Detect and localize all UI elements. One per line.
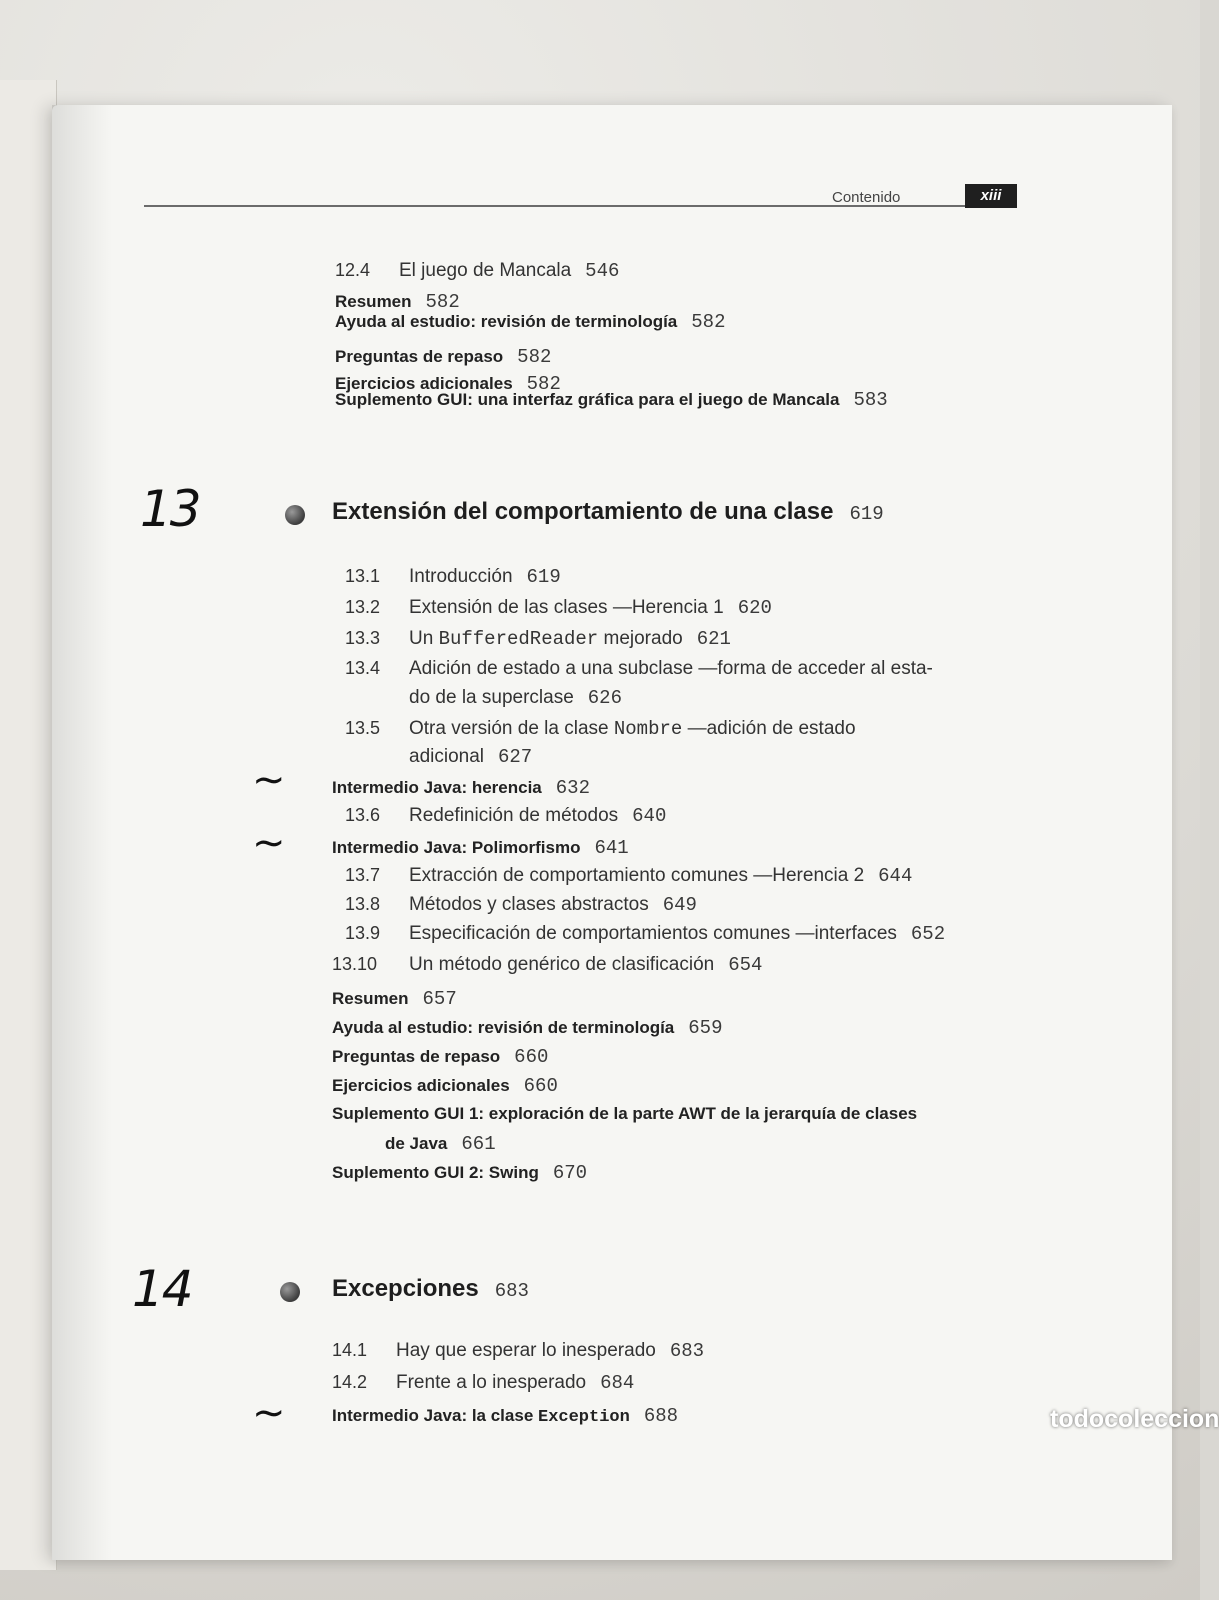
page-ref: 582 [691,311,726,333]
page-ref: 684 [600,1372,635,1394]
section-title-line2: adicional [409,746,484,767]
section-title-suffix: mejorado [598,628,683,649]
toc-entry-13-2 [345,597,772,619]
toc-entry-13-5-cont [409,746,532,768]
toc-entry-13-7 [345,865,912,887]
extra-title-line1: Suplemento GUI 1: exploración de la parte AWT de la jerarquía de clases [332,1104,918,1123]
section-number: 13.2 [345,597,381,617]
page-ref: 621 [696,628,731,650]
toc-entry-13-4-cont [409,687,622,709]
section-number: 14.1 [332,1340,368,1360]
toc-entry-13-9 [345,923,945,945]
running-head: Contenido [832,189,901,206]
extra-title-line2: de Java [385,1134,448,1153]
section-title: Extracción de comportamiento comunes —Herencia 2 [409,865,865,886]
page-ref: 582 [425,291,460,313]
book-page [52,105,1172,1560]
page-ref: 641 [594,837,629,859]
intermedio-title: Intermedio Java: herencia [332,778,542,797]
page-ref: 619 [849,503,884,525]
page-ref: 627 [498,746,533,768]
toc-entry-13-1 [345,566,561,588]
page-ref: 546 [585,260,620,282]
handwritten-chapter-number: 14 [132,1260,192,1318]
page-ref: 670 [552,1162,588,1184]
toc-entry-12-4 [335,260,619,282]
toc-extra-suplemento-gui-1-cont [385,1133,496,1155]
section-title-prefix: Un [409,628,439,649]
section-number: 13.1 [345,566,381,586]
section-number: 13.8 [345,894,381,914]
page-ref: 583 [853,389,888,411]
section-number: 13.5 [345,718,381,738]
handwritten-tilde-mark: ∼ [252,758,286,802]
page-ref: 582 [526,373,561,395]
chapter-heading-13 [332,498,884,526]
section-title: Hay que esperar lo inesperado [396,1340,656,1361]
chapter-globe-icon [280,1282,300,1302]
extra-title: Resumen [332,989,409,1008]
page-ref: 654 [728,954,763,976]
section-title: Extensión de las clases —Herencia 1 [409,597,724,618]
chapter-title: Excepciones [332,1275,479,1302]
toc-intermedio-exception [332,1405,678,1427]
page-ref: 683 [494,1280,529,1302]
toc-intermedio-polimorfismo [332,837,629,859]
page-ref: 649 [662,894,697,916]
extra-title: Resumen [335,292,412,311]
toc-entry-14-2 [332,1372,634,1394]
code-identifier: Exception [538,1408,630,1427]
page-ref: 640 [632,805,667,827]
page-ref: 659 [688,1017,723,1039]
chapter-globe-icon [285,505,305,525]
toc-extra-suplemento-12 [335,389,888,411]
toc-extra-ejercicios-13 [332,1075,558,1097]
chapter-heading-14 [332,1275,529,1303]
section-number: 13.6 [345,805,381,825]
intermedio-title-prefix: Intermedio Java: la clase [332,1406,538,1425]
extra-title: Suplemento GUI 2: Swing [332,1163,539,1182]
toc-extra-ayuda-12 [335,311,726,333]
page-ref: 652 [910,923,946,945]
extra-title: Preguntas de repaso [335,347,504,366]
toc-entry-13-10 [332,954,762,976]
table-of-contents [52,105,1172,1560]
section-number: 13.9 [345,923,381,943]
toc-entry-13-3 [345,628,731,650]
toc-entry-13-5 [345,718,856,740]
section-title: Frente a lo inesperado [396,1372,587,1393]
intermedio-title: Intermedio Java: Polimorfismo [332,838,581,857]
section-number: 13.10 [332,954,378,974]
toc-entry-13-4 [345,658,933,680]
page-number: xiii [965,184,1017,208]
handwritten-tilde-mark: ∼ [252,1391,286,1435]
toc-entry-14-1 [332,1340,704,1362]
toc-extra-preguntas-12 [335,346,551,368]
section-number: 14.2 [332,1372,368,1392]
section-title: Métodos y clases abstractos [409,894,649,915]
toc-extra-suplemento-gui-1 [332,1104,917,1124]
page-ref: 644 [878,865,913,887]
page-ref: 620 [737,597,772,619]
page-ref: 626 [587,687,622,709]
toc-entry-13-8 [345,894,697,916]
chapter-title: Extensión del comportamiento de una clase [332,498,834,525]
page-ref: 683 [669,1340,705,1362]
section-title-line2: do de la superclase [409,687,574,708]
page-ref: 582 [517,346,552,368]
watermark-logo [1050,1405,1219,1434]
toc-extra-ayuda-13 [332,1017,723,1039]
extra-title: Ayuda al estudio: revisión de terminología [332,1018,675,1037]
section-title: Especificación de comportamientos comunes —interfaces [409,923,897,944]
left-page-edge [0,80,57,1570]
handwritten-chapter-number: 13 [140,480,200,538]
page-ref: 657 [422,988,457,1010]
page-ref: 661 [461,1133,496,1155]
page-ref: 660 [514,1046,549,1068]
page-ref: 660 [523,1075,558,1097]
extra-title: Ayuda al estudio: revisión de terminología [335,312,678,331]
page-ref: 619 [526,566,561,588]
toc-extra-resumen-13 [332,988,457,1010]
section-number: 13.7 [345,865,381,885]
toc-intermedio-herencia [332,777,590,799]
watermark-text: todocoleccion [1050,1405,1219,1433]
extra-title: Ejercicios adicionales [332,1076,510,1095]
extra-title: Suplemento GUI: una interfaz gráfica para el juego de Mancala [335,390,840,409]
section-number: 13.3 [345,628,381,648]
toc-extra-preguntas-13 [332,1046,548,1068]
code-identifier: BufferedReader [438,628,599,650]
section-number: 13.4 [345,658,381,678]
section-title-suffix: —adición de estado [682,718,856,739]
page-ref: 632 [555,777,590,799]
extra-title: Preguntas de repaso [332,1047,501,1066]
toc-extra-resumen-12 [335,291,460,313]
section-title: Introducción [409,566,513,587]
section-title-line1: Adición de estado a una subclase —forma de acceder al esta- [409,658,933,679]
code-identifier: Nombre [613,718,683,740]
page-ref: 688 [643,1405,679,1427]
toc-extra-suplemento-gui-2 [332,1162,587,1184]
section-title: Redefinición de métodos [409,805,619,826]
section-title-prefix: Otra versión de la clase [409,718,614,739]
toc-entry-13-6 [345,805,666,827]
handwritten-tilde-mark: ∼ [252,821,286,865]
section-title: El juego de Mancala [399,260,572,281]
section-number: 12.4 [335,260,371,280]
section-title: Un método genérico de clasificación [409,954,715,975]
extra-title: Ejercicios adicionales [335,374,513,393]
